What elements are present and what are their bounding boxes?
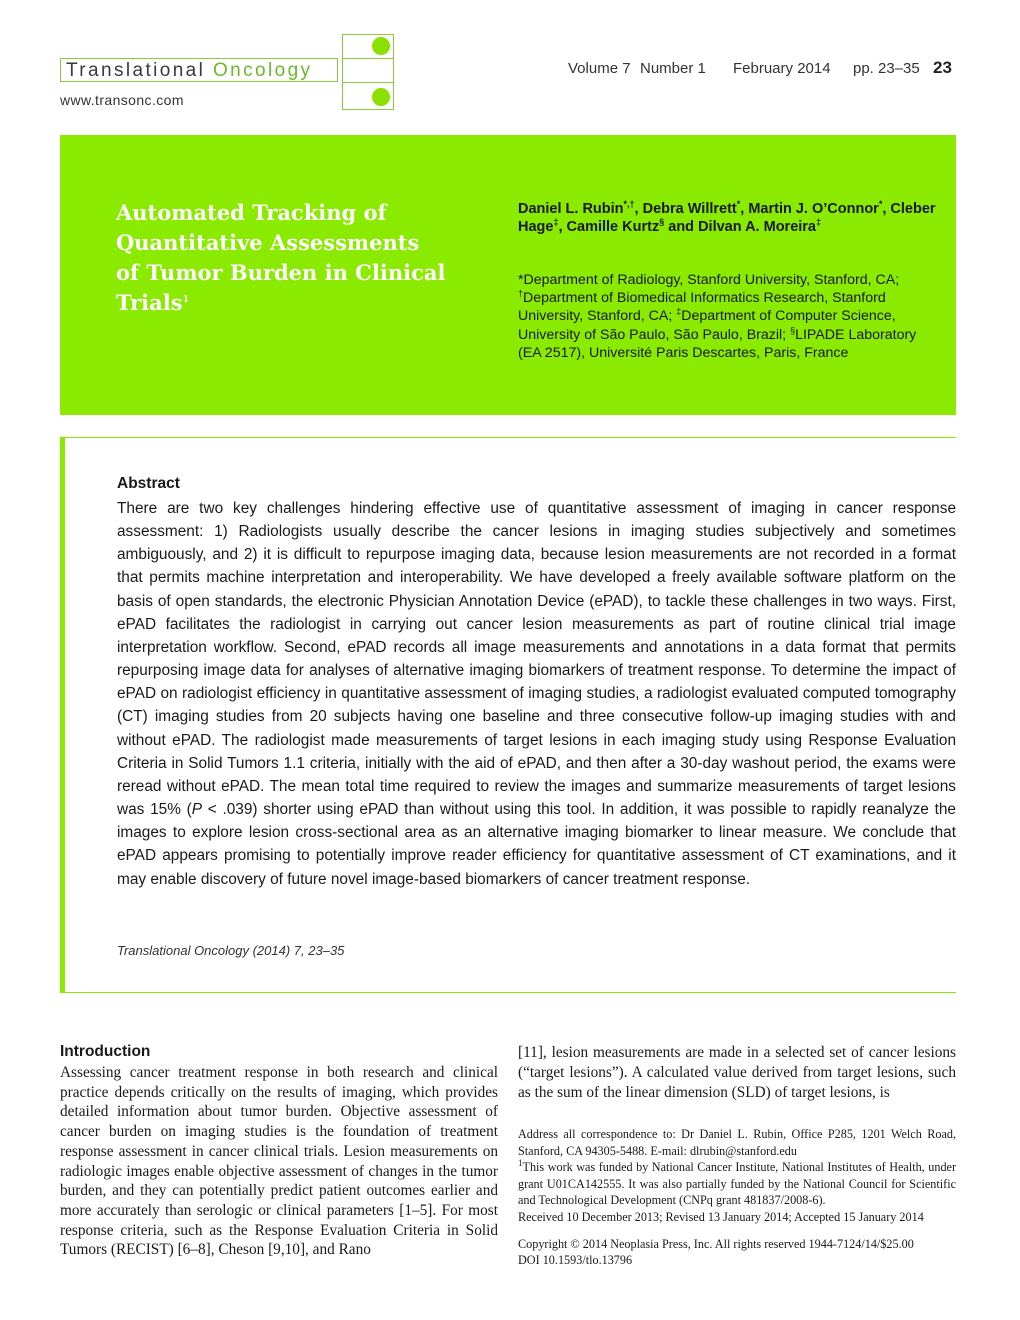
article-title-text: Automated Tracking of Quantitative Assessments of Tumor Burden in Clinical Trials	[116, 200, 446, 315]
logo-word-oncology: Oncology	[212, 60, 313, 81]
author-separator: ,	[558, 219, 567, 235]
affiliation-list	[518, 271, 943, 362]
author-affiliation-mark: ‡	[816, 217, 822, 228]
publication-date: February 2014	[733, 60, 831, 77]
funding-note-text: This work was funded by National Cancer Institute, National Institutes of Health, under grant U01CA142555. It was also partially funded by the National Council for Scientific and Technological Development (CNPq grant 481837/2008-6).	[518, 1160, 956, 1208]
author-affiliation-mark: ‡	[553, 217, 559, 228]
volume-label: Volume 7	[568, 60, 631, 77]
author-name: Martin J. O’Connor	[748, 201, 879, 217]
logo-grid-band	[342, 58, 394, 83]
abstract-side-bar	[60, 437, 65, 993]
author-name: Daniel L. Rubin	[518, 201, 624, 217]
logo-dot-icon	[372, 37, 390, 55]
author-separator: ,	[634, 201, 643, 217]
affiliation-text: Department of Biomedical Informatics Research, Stanford University, Stanford, CA;	[518, 290, 886, 325]
abstract-bottom-rule	[60, 992, 956, 993]
author-affiliation-mark: *	[878, 199, 883, 210]
article-history-dates: Received 10 December 2013; Revised 13 January 2014; Accepted 15 January 2014	[518, 1209, 924, 1224]
author-separator: and	[664, 219, 699, 235]
abstract-text-part1: There are two key challenges hindering effective use of quantitative assessment of imaging in cancer response assessment: 1) Radiologists usually describe the cancer lesions in imaging studies subjectively and sometimes ambiguously, and 2) it is difficult to repurpose imaging data, because lesion measurements are not recorded in a format that permits machine interpretation and interoperability. We have developed a freely available software platform on the basis of open standards, the electronic Physician Annotation Device (ePAD), to tackle these challenges in two ways. First, ePAD facilitates the radiologist in carrying out cancer lesion measurements as part of routine clinical trial image interpretation workflow. Second, ePAD records all image measurements and annotations in a data format that permits repurposing image data for analyses of alternative imaging biomarkers of treatment response. To determine the impact of ePAD on radiologist efficiency in quantitative assessment of imaging studies, a radiologist evaluated computed tomography (CT) imaging studies from 20 subjects having one baseline and three consecutive follow-up imaging studies with and without ePAD. The radiologist made measurements of target lesions in each imaging study using Response Evaluation Criteria in Solid Tumors 1.1 criteria, initially with the aid of ePAD, and then after a 30-day washout period, the exams were reread without ePAD. The mean total time required to review the images and summarize measurements of target lesions was 15% (	[117, 500, 956, 819]
author-name: Camille Kurtz	[566, 219, 660, 235]
affiliation-mark: ‡	[676, 306, 682, 317]
abstract-heading: Abstract	[117, 475, 180, 492]
author-name: Debra Willrett	[642, 201, 737, 217]
author-affiliation-mark: *	[736, 199, 741, 210]
abstract-body	[117, 497, 956, 891]
introduction-heading: Introduction	[60, 1043, 151, 1060]
footnotes	[518, 1126, 956, 1269]
title-footnote-mark[interactable]: 1	[182, 295, 189, 305]
author-list	[518, 200, 948, 236]
logo-word-translational: Translational	[66, 60, 206, 81]
affiliation-text: LIPADE Laboratory (EA 2517), Université Paris Descartes, Paris, France	[518, 326, 917, 361]
page-range: pp. 23–35	[853, 60, 920, 77]
article-title	[116, 198, 446, 318]
copyright-notice: Copyright © 2014 Neoplasia Press, Inc. All rights reserved 1944-7124/14/$25.00	[518, 1236, 914, 1251]
author-separator: ,	[740, 201, 749, 217]
introduction-column-2: [11], lesion measurements are made in a selected set of cancer lesions (“target lesions”). A calculated value derived from target lesions, such as the sum of the linear dimension (SLD) of target lesions, is	[518, 1044, 956, 1101]
p-value-symbol: P	[191, 801, 203, 819]
funding-note-mark: 1	[518, 1158, 523, 1169]
journal-logo	[66, 60, 312, 82]
affiliation-text: Department of Computer Science, University of São Paulo, São Paulo, Brazil;	[518, 308, 896, 343]
abstract-text-part2: < .039) shorter using ePAD than without using this tool. In addition, it was possible to rapidly reanalyze the images to explore lesion cross-sectional area as an alternative imaging biomarker to linear measure. We conclude that ePAD appears promising to potentially improve reader efficiency for quantitative assessment of CT examinations, and it may enable discovery of future novel image-based biomarkers of cancer treatment response.	[117, 801, 956, 888]
article-citation: Translational Oncology (2014) 7, 23–35	[117, 943, 345, 958]
author-affiliation-mark: *,†	[623, 199, 635, 210]
author-name: Cleber Hage	[518, 201, 936, 235]
affiliation-mark: *	[518, 272, 524, 288]
funding-note	[518, 1159, 956, 1209]
correspondence-note: Address all correspondence to: Dr Daniel L. Rubin, Office P285, 1201 Welch Road, Stanford, CA 94305-5488. E-mail: dlrubin@stanford.edu	[518, 1127, 956, 1158]
page-number: 23	[933, 58, 952, 77]
logo-dot-icon	[372, 88, 390, 106]
abstract-top-rule	[60, 437, 956, 438]
author-affiliation-mark: §	[659, 217, 665, 228]
doi-link[interactable]: DOI 10.1593/tlo.13796	[518, 1253, 633, 1268]
affiliation-mark: §	[790, 324, 796, 335]
journal-website-link[interactable]: www.transonc.com	[60, 92, 184, 108]
author-name: Dilvan A. Moreira	[698, 219, 816, 235]
affiliation-mark: †	[518, 288, 524, 299]
author-separator: ,	[882, 201, 891, 217]
affiliation-text: Department of Radiology, Stanford University, Stanford, CA;	[523, 272, 900, 288]
introduction-column-1: Assessing cancer treatment response in both research and clinical practice depends critically on the results of imaging, which provides detailed information about tumor burden. Objective assessment of cancer burden on imaging studies is the foundation of treatment response assessment in cancer clinical trials. Lesion measurements on radiologic images enable objective assessment of changes in the tumor burden, and they can potentially predict patient outcomes earlier and more accurately than serologic or clinical parameters [1–5]. For most response criteria, such as the Response Evaluation Criteria in Solid Tumors (RECIST) [6–8], Cheson [9,10], and Rano	[60, 1064, 498, 1259]
issue-number-label: Number 1	[640, 60, 706, 77]
